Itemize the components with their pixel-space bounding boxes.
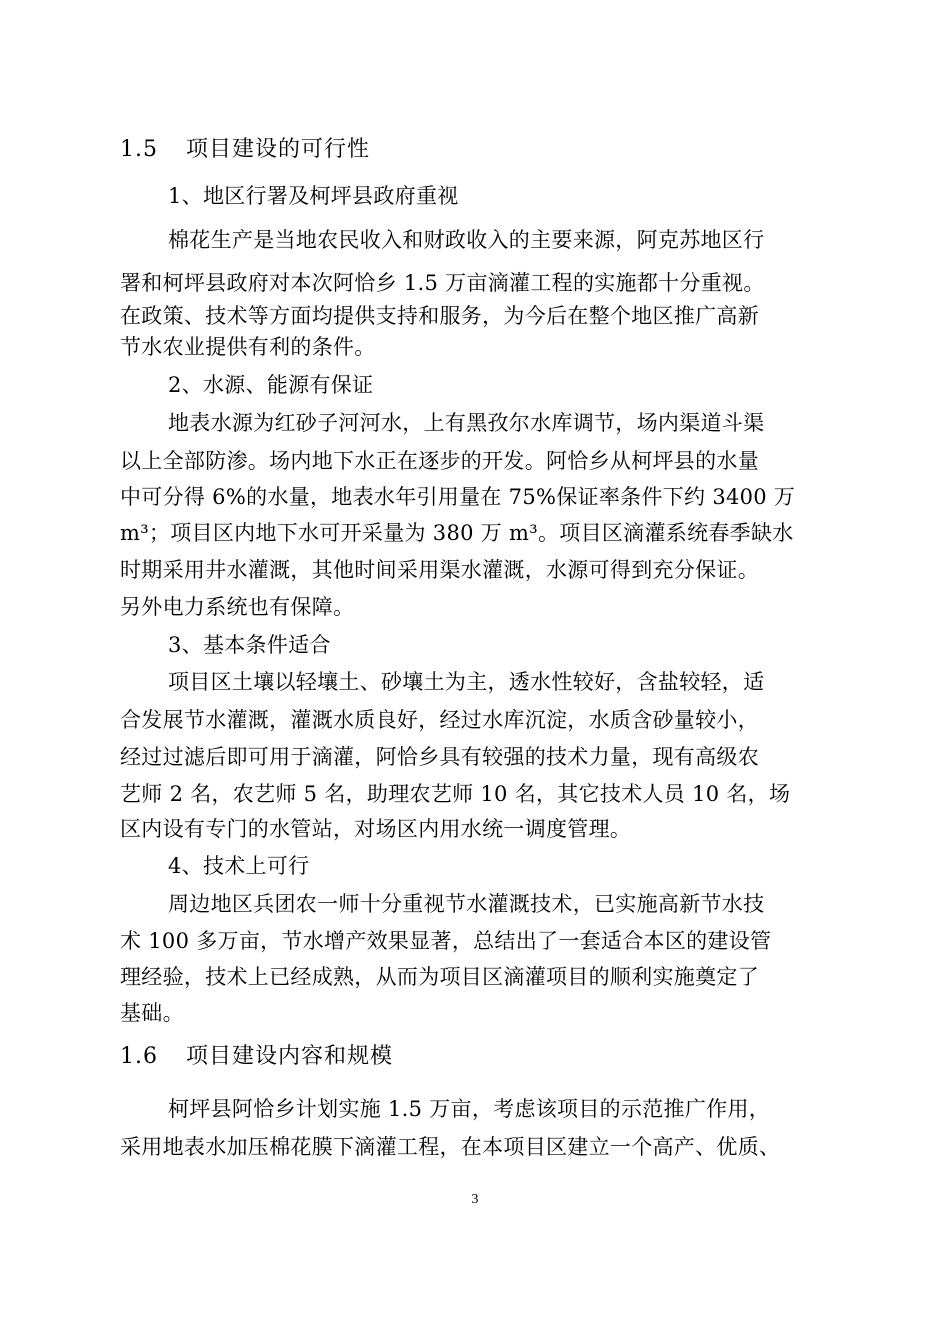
paragraph-line: 区内设有专门的水管站，对场区内用水统一调度管理。 [120, 817, 632, 841]
paragraph-line: 时期采用井水灌溉，其他时间采用渠水灌溉，水源可得到充分保证。 [120, 558, 759, 582]
paragraph-line: 艺师 2 名，农艺师 5 名，助理农艺师 10 名，其它技术人员 10 名，场 [120, 782, 791, 806]
section-heading-1-5 [120, 132, 830, 168]
paragraph-line: 节水农业提供有利的条件。 [120, 335, 376, 359]
subheading: 2、水源、能源有保证 [168, 373, 374, 397]
subheading: 4、技术上可行 [168, 854, 310, 878]
paragraph-line: 地表水源为红砂子河河水，上有黑孜尔水库调节，场内渠道斗渠 [168, 411, 765, 435]
paragraph-line: 基础。 [120, 1001, 184, 1025]
paragraph-line: 柯坪县阿恰乡计划实施 1.5 万亩，考虑该项目的示范推广作用， [168, 1097, 771, 1121]
paragraph-line: 采用地表水加压棉花膜下滴灌工程，在本项目区建立一个高产、优质、 [120, 1135, 781, 1159]
subheading: 3、基本条件适合 [168, 633, 331, 657]
paragraph-line: m³；项目区内地下水可开采量为 380 万 m³。项目区滴灌系统春季缺水 [120, 521, 794, 545]
paragraph-line: 理经验，技术上已经成熟，从而为项目区滴灌项目的顺利实施奠定了 [120, 965, 759, 989]
section-title: 项目建设内容和规模 [186, 1044, 394, 1069]
paragraph-line: 另外电力系统也有保障。 [120, 595, 355, 619]
subheading: 1、地区行署及柯坪县政府重视 [168, 184, 459, 208]
paragraph-line: 合发展节水灌溉，灌溉水质良好，经过水库沉淀，水质含砂量较小， [120, 708, 759, 732]
page-number: 3 [471, 1192, 479, 1207]
section-title: 项目建设的可行性 [186, 137, 371, 162]
section-number: 1.5 [120, 137, 158, 162]
paragraph-line: 在政策、技术等方面均提供支持和服务，为今后在整个地区推广高新 [120, 304, 759, 328]
paragraph-line: 署和柯坪县政府对本次阿恰乡 1.5 万亩滴灌工程的实施都十分重视。 [120, 271, 765, 295]
section-number: 1.6 [120, 1044, 158, 1069]
paragraph-line: 经过过滤后即可用于滴灌，阿恰乡具有较强的技术力量，现有高级农 [120, 745, 759, 769]
paragraph-line: 术 100 多万亩，节水增产效果显著，总结出了一套适合本区的建设管 [120, 929, 772, 953]
paragraph-line: 周边地区兵团农一师十分重视节水灌溉技术，已实施高新节水技 [168, 892, 765, 916]
paragraph-line: 棉花生产是当地农民收入和财政收入的主要来源，阿克苏地区行 [168, 228, 765, 252]
section-heading-1-6 [120, 1039, 830, 1075]
paragraph-line: 项目区土壤以轻壤土、砂壤土为主，透水性较好，含盐较轻，适 [168, 670, 765, 694]
paragraph-line: 以上全部防渗。场内地下水正在逐步的开发。阿恰乡从柯坪县的水量 [120, 449, 759, 473]
paragraph-line: 中可分得 6%的水量，地表水年引用量在 75%保证率条件下约 3400 万 [120, 485, 796, 509]
